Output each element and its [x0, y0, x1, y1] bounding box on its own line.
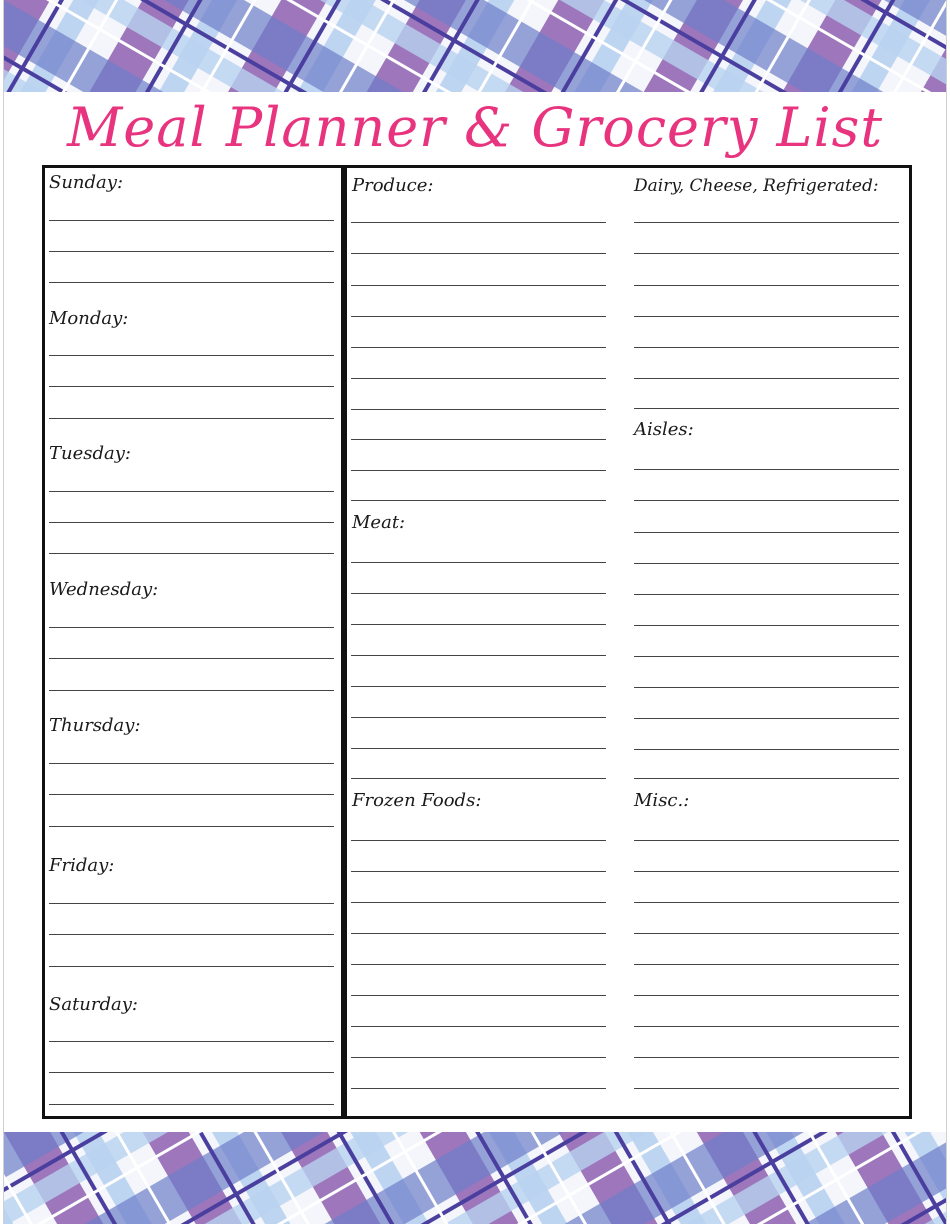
- grocery-write-line: [351, 1088, 606, 1089]
- grocery-write-line: [351, 347, 606, 348]
- grocery-write-line: [351, 1057, 606, 1058]
- grocery-write-line: [351, 409, 606, 410]
- grocery-write-line: [634, 500, 899, 501]
- plaid-footer-decoration: [4, 1132, 946, 1224]
- day-write-line: [49, 418, 334, 419]
- grocery-write-line: [634, 532, 899, 533]
- day-label-saturday: Saturday:: [49, 994, 138, 1015]
- day-write-line: [49, 522, 334, 523]
- day-write-line: [49, 1072, 334, 1073]
- grocery-write-line: [634, 964, 899, 965]
- day-write-line: [49, 934, 334, 935]
- grocery-write-line: [634, 408, 899, 409]
- grocery-write-line: [634, 222, 899, 223]
- day-write-line: [49, 658, 334, 659]
- grocery-write-line: [351, 778, 606, 779]
- grocery-write-line: [351, 840, 606, 841]
- day-write-line: [49, 826, 334, 827]
- grocery-write-line: [351, 902, 606, 903]
- day-label-sunday: Sunday:: [49, 172, 124, 193]
- grocery-write-line: [351, 655, 606, 656]
- section-label-misc: Misc.:: [634, 790, 690, 811]
- grocery-write-line: [634, 656, 899, 657]
- grocery-write-line: [634, 316, 899, 317]
- plaid-top-pattern: [4, 0, 946, 92]
- grocery-write-line: [351, 562, 606, 563]
- day-label-thursday: Thursday:: [49, 715, 141, 736]
- grocery-write-line: [351, 470, 606, 471]
- day-write-line: [49, 282, 334, 283]
- day-write-line: [49, 220, 334, 221]
- planner-frame: [42, 165, 912, 1119]
- day-write-line: [49, 355, 334, 356]
- grocery-write-line: [351, 624, 606, 625]
- grocery-write-line: [634, 933, 899, 934]
- grocery-write-line: [351, 285, 606, 286]
- grocery-write-line: [351, 871, 606, 872]
- grocery-write-line: [634, 718, 899, 719]
- grocery-write-line: [634, 563, 899, 564]
- day-write-line: [49, 491, 334, 492]
- section-label-meat: Meat:: [352, 512, 406, 533]
- grocery-write-line: [634, 347, 899, 348]
- grocery-write-line: [351, 995, 606, 996]
- grocery-write-line: [351, 686, 606, 687]
- grocery-write-line: [351, 964, 606, 965]
- day-label-monday: Monday:: [49, 308, 129, 329]
- day-write-line: [49, 794, 334, 795]
- grocery-write-line: [351, 1026, 606, 1027]
- day-write-line: [49, 1104, 334, 1105]
- day-write-line: [49, 553, 334, 554]
- grocery-write-line: [634, 871, 899, 872]
- grocery-write-line: [634, 594, 899, 595]
- section-label-frozen: Frozen Foods:: [352, 790, 482, 811]
- grocery-write-line: [634, 1057, 899, 1058]
- grocery-write-line: [634, 902, 899, 903]
- column-divider: [341, 165, 347, 1119]
- day-write-line: [49, 763, 334, 764]
- grocery-write-line: [351, 748, 606, 749]
- grocery-write-line: [351, 222, 606, 223]
- day-label-friday: Friday:: [49, 855, 115, 876]
- grocery-write-line: [634, 285, 899, 286]
- grocery-write-line: [634, 378, 899, 379]
- day-write-line: [49, 386, 334, 387]
- page-title: Meal Planner & Grocery List: [66, 96, 884, 159]
- day-write-line: [49, 251, 334, 252]
- day-write-line: [49, 1041, 334, 1042]
- day-label-tuesday: Tuesday:: [49, 443, 131, 464]
- grocery-write-line: [634, 749, 899, 750]
- grocery-write-line: [351, 378, 606, 379]
- day-write-line: [49, 690, 334, 691]
- grocery-write-line: [634, 1026, 899, 1027]
- grocery-write-line: [634, 625, 899, 626]
- plaid-bottom-pattern: [4, 1132, 946, 1224]
- grocery-write-line: [634, 778, 899, 779]
- grocery-write-line: [351, 717, 606, 718]
- day-write-line: [49, 903, 334, 904]
- grocery-write-line: [634, 469, 899, 470]
- grocery-write-line: [634, 253, 899, 254]
- section-label-produce: Produce:: [352, 175, 434, 196]
- day-write-line: [49, 966, 334, 967]
- section-label-aisles: Aisles:: [634, 419, 694, 440]
- day-write-line: [49, 627, 334, 628]
- grocery-write-line: [351, 316, 606, 317]
- grocery-write-line: [351, 253, 606, 254]
- grocery-write-line: [634, 995, 899, 996]
- grocery-write-line: [634, 840, 899, 841]
- grocery-write-line: [351, 593, 606, 594]
- grocery-write-line: [634, 687, 899, 688]
- grocery-write-line: [351, 500, 606, 501]
- grocery-write-line: [634, 1088, 899, 1089]
- plaid-header-decoration: [4, 0, 946, 92]
- grocery-write-line: [351, 439, 606, 440]
- day-label-wednesday: Wednesday:: [49, 579, 159, 600]
- section-label-dairy: Dairy, Cheese, Refrigerated:: [634, 176, 879, 196]
- grocery-write-line: [351, 933, 606, 934]
